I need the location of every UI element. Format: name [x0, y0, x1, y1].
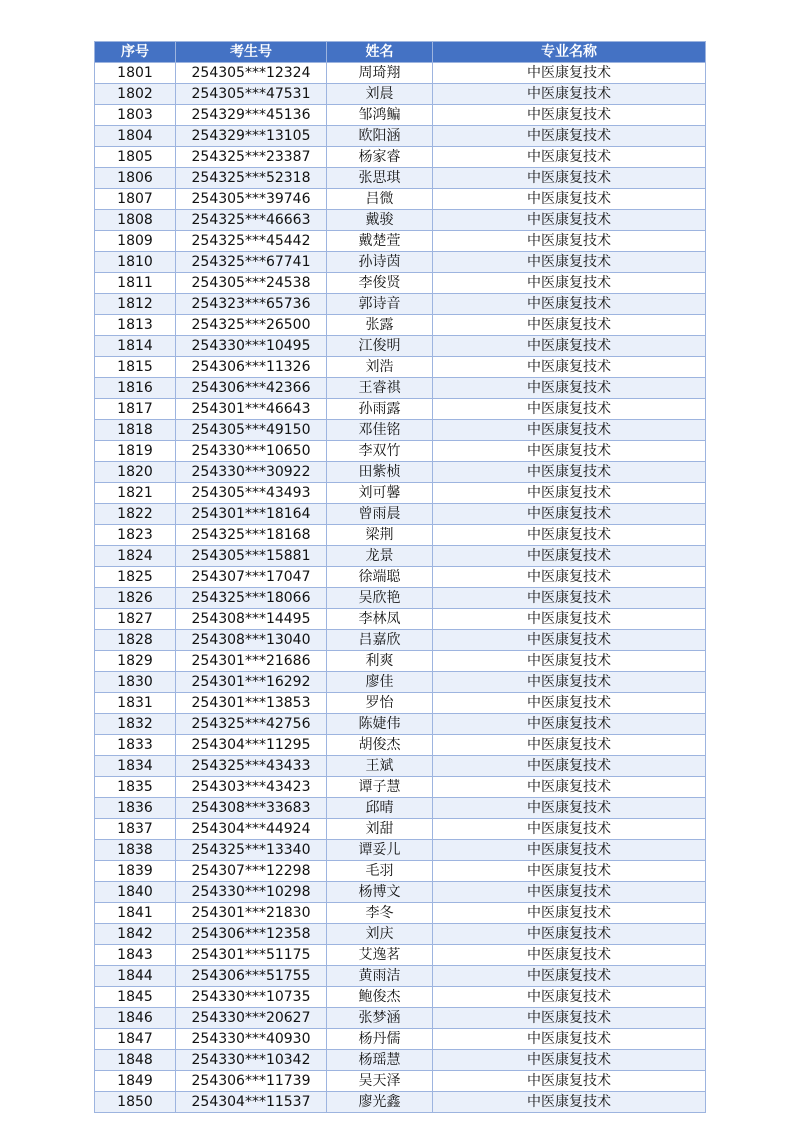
cell-name: 利爽: [327, 651, 433, 672]
cell-name: 李双竹: [327, 441, 433, 462]
cell-seq: 1820: [95, 462, 176, 483]
table-row: [95, 630, 706, 651]
table-row: [95, 882, 706, 903]
table-row: [95, 126, 706, 147]
cell-seq: 1813: [95, 315, 176, 336]
cell-seq: 1814: [95, 336, 176, 357]
cell-seq: 1812: [95, 294, 176, 315]
cell-major: 中医康复技术: [433, 336, 706, 357]
table-row: [95, 378, 706, 399]
cell-exam-no: 254323***65736: [176, 294, 327, 315]
cell-major: 中医康复技术: [433, 756, 706, 777]
table-row: [95, 945, 706, 966]
cell-major: 中医康复技术: [433, 987, 706, 1008]
cell-name: 李冬: [327, 903, 433, 924]
cell-exam-no: 254325***13340: [176, 840, 327, 861]
cell-seq: 1810: [95, 252, 176, 273]
cell-name: 吴欣艳: [327, 588, 433, 609]
table-row: [95, 924, 706, 945]
cell-exam-no: 254301***21686: [176, 651, 327, 672]
cell-name: 艾逸茗: [327, 945, 433, 966]
cell-name: 吕嘉欣: [327, 630, 433, 651]
cell-major: 中医康复技术: [433, 210, 706, 231]
cell-name: 刘庆: [327, 924, 433, 945]
cell-exam-no: 254305***49150: [176, 420, 327, 441]
cell-major: 中医康复技术: [433, 357, 706, 378]
cell-name: 陈婕伟: [327, 714, 433, 735]
cell-seq: 1835: [95, 777, 176, 798]
cell-major: 中医康复技术: [433, 84, 706, 105]
cell-major: 中医康复技术: [433, 483, 706, 504]
cell-exam-no: 254308***13040: [176, 630, 327, 651]
table-row: [95, 63, 706, 84]
cell-major: 中医康复技术: [433, 777, 706, 798]
cell-seq: 1837: [95, 819, 176, 840]
cell-exam-no: 254307***17047: [176, 567, 327, 588]
cell-exam-no: 254325***52318: [176, 168, 327, 189]
cell-name: 曾雨晨: [327, 504, 433, 525]
cell-name: 郭诗音: [327, 294, 433, 315]
cell-seq: 1825: [95, 567, 176, 588]
table-row: [95, 756, 706, 777]
cell-exam-no: 254306***11326: [176, 357, 327, 378]
cell-seq: 1829: [95, 651, 176, 672]
cell-exam-no: 254301***13853: [176, 693, 327, 714]
cell-exam-no: 254301***18164: [176, 504, 327, 525]
table-row: [95, 504, 706, 525]
cell-name: 张梦涵: [327, 1008, 433, 1029]
header-exam-no: 考生号: [176, 42, 327, 63]
table-row: [95, 357, 706, 378]
cell-name: 杨博文: [327, 882, 433, 903]
cell-name: 龙景: [327, 546, 433, 567]
cell-seq: 1824: [95, 546, 176, 567]
cell-name: 杨瑶慧: [327, 1050, 433, 1071]
cell-name: 谭妥儿: [327, 840, 433, 861]
cell-name: 吕微: [327, 189, 433, 210]
cell-seq: 1849: [95, 1071, 176, 1092]
cell-exam-no: 254325***18066: [176, 588, 327, 609]
cell-exam-no: 254325***23387: [176, 147, 327, 168]
cell-exam-no: 254301***21830: [176, 903, 327, 924]
cell-exam-no: 254325***45442: [176, 231, 327, 252]
cell-major: 中医康复技术: [433, 1071, 706, 1092]
cell-name: 梁荆: [327, 525, 433, 546]
cell-name: 刘可馨: [327, 483, 433, 504]
table-row: [95, 105, 706, 126]
cell-name: 毛羽: [327, 861, 433, 882]
cell-exam-no: 254306***42366: [176, 378, 327, 399]
table-body: [95, 63, 706, 1113]
cell-major: 中医康复技术: [433, 1029, 706, 1050]
cell-exam-no: 254301***51175: [176, 945, 327, 966]
table-row: [95, 441, 706, 462]
table-row: [95, 294, 706, 315]
cell-major: 中医康复技术: [433, 231, 706, 252]
table-row: [95, 399, 706, 420]
cell-exam-no: 254308***33683: [176, 798, 327, 819]
table-row: [95, 1050, 706, 1071]
cell-major: 中医康复技术: [433, 525, 706, 546]
cell-major: 中医康复技术: [433, 714, 706, 735]
cell-seq: 1839: [95, 861, 176, 882]
cell-major: 中医康复技术: [433, 609, 706, 630]
table-row: [95, 168, 706, 189]
cell-major: 中医康复技术: [433, 441, 706, 462]
cell-name: 鲍俊杰: [327, 987, 433, 1008]
cell-seq: 1807: [95, 189, 176, 210]
cell-seq: 1850: [95, 1092, 176, 1113]
table-row: [95, 420, 706, 441]
table-row: [95, 336, 706, 357]
cell-major: 中医康复技术: [433, 147, 706, 168]
cell-name: 邓佳铭: [327, 420, 433, 441]
table-row: [95, 693, 706, 714]
cell-exam-no: 254305***43493: [176, 483, 327, 504]
table-row: [95, 147, 706, 168]
cell-name: 欧阳涵: [327, 126, 433, 147]
cell-seq: 1834: [95, 756, 176, 777]
cell-major: 中医康复技术: [433, 63, 706, 84]
cell-name: 徐端聪: [327, 567, 433, 588]
cell-major: 中医康复技术: [433, 378, 706, 399]
cell-exam-no: 254305***47531: [176, 84, 327, 105]
table-row: [95, 861, 706, 882]
cell-major: 中医康复技术: [433, 189, 706, 210]
cell-seq: 1841: [95, 903, 176, 924]
table-row: [95, 609, 706, 630]
cell-name: 周琦翔: [327, 63, 433, 84]
cell-major: 中医康复技术: [433, 798, 706, 819]
cell-exam-no: 254305***24538: [176, 273, 327, 294]
table-row: [95, 231, 706, 252]
cell-name: 田紫桢: [327, 462, 433, 483]
cell-seq: 1802: [95, 84, 176, 105]
cell-exam-no: 254307***12298: [176, 861, 327, 882]
cell-exam-no: 254325***42756: [176, 714, 327, 735]
cell-name: 孙雨露: [327, 399, 433, 420]
cell-seq: 1831: [95, 693, 176, 714]
cell-name: 戴骏: [327, 210, 433, 231]
cell-exam-no: 254330***10495: [176, 336, 327, 357]
table-row: [95, 966, 706, 987]
table-row: [95, 1071, 706, 1092]
cell-name: 刘浩: [327, 357, 433, 378]
cell-name: 胡俊杰: [327, 735, 433, 756]
cell-seq: 1808: [95, 210, 176, 231]
cell-exam-no: 254330***10342: [176, 1050, 327, 1071]
cell-major: 中医康复技术: [433, 105, 706, 126]
table-row: [95, 1029, 706, 1050]
cell-major: 中医康复技术: [433, 924, 706, 945]
cell-major: 中医康复技术: [433, 252, 706, 273]
cell-seq: 1821: [95, 483, 176, 504]
cell-seq: 1842: [95, 924, 176, 945]
cell-seq: 1844: [95, 966, 176, 987]
table-header: [95, 42, 706, 63]
table-row: [95, 84, 706, 105]
cell-exam-no: 254301***46643: [176, 399, 327, 420]
header-row: [95, 42, 706, 63]
cell-seq: 1848: [95, 1050, 176, 1071]
table-row: [95, 273, 706, 294]
table-row: [95, 462, 706, 483]
cell-exam-no: 254325***18168: [176, 525, 327, 546]
cell-name: 江俊明: [327, 336, 433, 357]
table-row: [95, 651, 706, 672]
cell-seq: 1803: [95, 105, 176, 126]
cell-major: 中医康复技术: [433, 1050, 706, 1071]
cell-seq: 1836: [95, 798, 176, 819]
table-row: [95, 546, 706, 567]
table-row: [95, 840, 706, 861]
cell-exam-no: 254329***45136: [176, 105, 327, 126]
cell-exam-no: 254330***10650: [176, 441, 327, 462]
cell-seq: 1846: [95, 1008, 176, 1029]
cell-name: 杨家睿: [327, 147, 433, 168]
cell-major: 中医康复技术: [433, 945, 706, 966]
cell-name: 谭子慧: [327, 777, 433, 798]
cell-major: 中医康复技术: [433, 273, 706, 294]
cell-seq: 1818: [95, 420, 176, 441]
cell-exam-no: 254301***16292: [176, 672, 327, 693]
cell-major: 中医康复技术: [433, 567, 706, 588]
cell-name: 王斌: [327, 756, 433, 777]
table-row: [95, 210, 706, 231]
cell-exam-no: 254329***13105: [176, 126, 327, 147]
cell-major: 中医康复技术: [433, 126, 706, 147]
cell-major: 中医康复技术: [433, 840, 706, 861]
table-row: [95, 735, 706, 756]
cell-major: 中医康复技术: [433, 1008, 706, 1029]
cell-seq: 1827: [95, 609, 176, 630]
cell-exam-no: 254325***46663: [176, 210, 327, 231]
cell-exam-no: 254303***43423: [176, 777, 327, 798]
cell-exam-no: 254305***39746: [176, 189, 327, 210]
cell-seq: 1823: [95, 525, 176, 546]
table-row: [95, 567, 706, 588]
cell-exam-no: 254305***15881: [176, 546, 327, 567]
cell-name: 邹鸿鳊: [327, 105, 433, 126]
table-row: [95, 672, 706, 693]
table-row: [95, 714, 706, 735]
cell-seq: 1847: [95, 1029, 176, 1050]
cell-seq: 1816: [95, 378, 176, 399]
cell-name: 邱晴: [327, 798, 433, 819]
cell-name: 罗怡: [327, 693, 433, 714]
table-row: [95, 483, 706, 504]
cell-exam-no: 254308***14495: [176, 609, 327, 630]
cell-name: 廖佳: [327, 672, 433, 693]
cell-exam-no: 254325***67741: [176, 252, 327, 273]
cell-major: 中医康复技术: [433, 651, 706, 672]
cell-exam-no: 254305***12324: [176, 63, 327, 84]
cell-major: 中医康复技术: [433, 861, 706, 882]
cell-major: 中医康复技术: [433, 315, 706, 336]
table-row: [95, 189, 706, 210]
header-seq: 序号: [95, 42, 176, 63]
cell-major: 中医康复技术: [433, 966, 706, 987]
cell-major: 中医康复技术: [433, 672, 706, 693]
table-row: [95, 252, 706, 273]
cell-name: 李俊贤: [327, 273, 433, 294]
header-name: 姓名: [327, 42, 433, 63]
cell-seq: 1840: [95, 882, 176, 903]
cell-name: 李林凤: [327, 609, 433, 630]
cell-major: 中医康复技术: [433, 420, 706, 441]
cell-exam-no: 254304***11537: [176, 1092, 327, 1113]
cell-major: 中医康复技术: [433, 504, 706, 525]
cell-major: 中医康复技术: [433, 882, 706, 903]
cell-name: 黄雨洁: [327, 966, 433, 987]
cell-seq: 1815: [95, 357, 176, 378]
table-row: [95, 588, 706, 609]
cell-seq: 1809: [95, 231, 176, 252]
table-row: [95, 777, 706, 798]
cell-exam-no: 254330***30922: [176, 462, 327, 483]
cell-seq: 1817: [95, 399, 176, 420]
cell-major: 中医康复技术: [433, 588, 706, 609]
cell-major: 中医康复技术: [433, 462, 706, 483]
cell-major: 中医康复技术: [433, 819, 706, 840]
cell-name: 廖光鑫: [327, 1092, 433, 1113]
table-row: [95, 1008, 706, 1029]
cell-major: 中医康复技术: [433, 1092, 706, 1113]
cell-major: 中医康复技术: [433, 903, 706, 924]
table-row: [95, 987, 706, 1008]
cell-major: 中医康复技术: [433, 294, 706, 315]
table-row: [95, 315, 706, 336]
table-row: [95, 819, 706, 840]
cell-seq: 1828: [95, 630, 176, 651]
cell-seq: 1822: [95, 504, 176, 525]
cell-name: 王睿祺: [327, 378, 433, 399]
cell-seq: 1826: [95, 588, 176, 609]
cell-exam-no: 254306***51755: [176, 966, 327, 987]
table-row: [95, 525, 706, 546]
cell-seq: 1843: [95, 945, 176, 966]
admission-list-table: [94, 41, 706, 1113]
cell-major: 中医康复技术: [433, 735, 706, 756]
header-major: 专业名称: [433, 42, 706, 63]
cell-name: 吴天泽: [327, 1071, 433, 1092]
cell-seq: 1833: [95, 735, 176, 756]
cell-seq: 1804: [95, 126, 176, 147]
table-row: [95, 798, 706, 819]
cell-exam-no: 254330***20627: [176, 1008, 327, 1029]
cell-seq: 1832: [95, 714, 176, 735]
cell-exam-no: 254325***26500: [176, 315, 327, 336]
cell-exam-no: 254306***12358: [176, 924, 327, 945]
cell-major: 中医康复技术: [433, 168, 706, 189]
cell-exam-no: 254330***10298: [176, 882, 327, 903]
cell-seq: 1845: [95, 987, 176, 1008]
cell-seq: 1811: [95, 273, 176, 294]
cell-seq: 1805: [95, 147, 176, 168]
cell-major: 中医康复技术: [433, 399, 706, 420]
cell-name: 张思琪: [327, 168, 433, 189]
cell-exam-no: 254306***11739: [176, 1071, 327, 1092]
cell-name: 杨丹儒: [327, 1029, 433, 1050]
cell-name: 刘晨: [327, 84, 433, 105]
cell-seq: 1819: [95, 441, 176, 462]
cell-major: 中医康复技术: [433, 546, 706, 567]
cell-seq: 1806: [95, 168, 176, 189]
cell-major: 中医康复技术: [433, 693, 706, 714]
cell-name: 刘甜: [327, 819, 433, 840]
cell-exam-no: 254325***43433: [176, 756, 327, 777]
cell-seq: 1830: [95, 672, 176, 693]
table-row: [95, 903, 706, 924]
cell-seq: 1801: [95, 63, 176, 84]
cell-major: 中医康复技术: [433, 630, 706, 651]
cell-exam-no: 254304***44924: [176, 819, 327, 840]
cell-name: 戴楚萱: [327, 231, 433, 252]
cell-name: 孙诗茵: [327, 252, 433, 273]
table-row: [95, 1092, 706, 1113]
cell-exam-no: 254330***10735: [176, 987, 327, 1008]
cell-seq: 1838: [95, 840, 176, 861]
cell-exam-no: 254304***11295: [176, 735, 327, 756]
cell-name: 张露: [327, 315, 433, 336]
cell-exam-no: 254330***40930: [176, 1029, 327, 1050]
